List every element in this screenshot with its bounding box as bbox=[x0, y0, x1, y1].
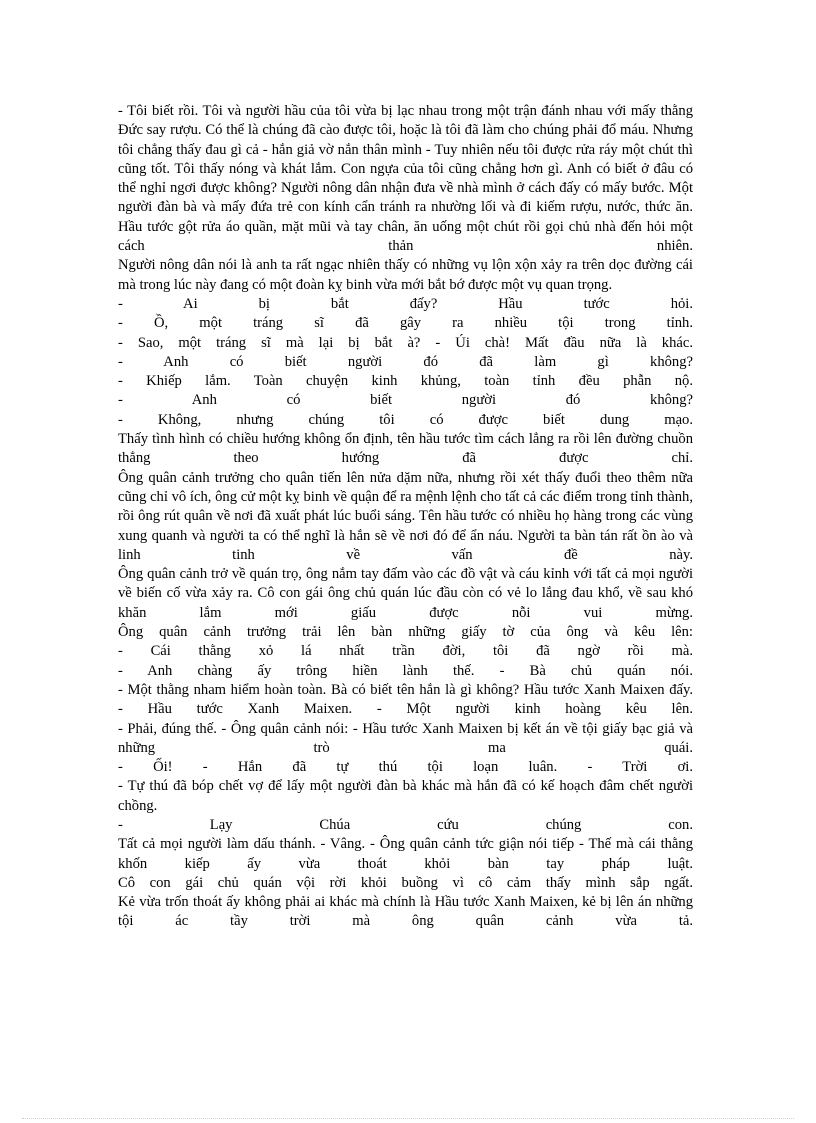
paragraph-20: - Tự thú đã bóp chết vợ để lấy một người đàn bà khác mà hắn đã có kế hoạch đâm chết người chồng. bbox=[118, 778, 693, 814]
paragraph-9: - Không, nhưng chúng tôi có được biết dung mạo. bbox=[118, 411, 693, 428]
paragraph-10: Thấy tình hình có chiều hướng không ổn định, tên hầu tước tìm cách lẳng ra rồi lên đường chuồn thẳng theo hướng đã được chỉ. bbox=[118, 431, 693, 467]
paragraph-24: Kẻ vừa trốn thoát ấy không phải ai khác mà chính là Hầu tước Xanh Maixen, kẻ bị lên án những tội ác tầy trời mà ông quân cảnh vừa tả. bbox=[118, 894, 693, 930]
paragraph-4: - Ồ, một tráng sĩ đã gây ra nhiều tội trong tỉnh. bbox=[118, 315, 693, 332]
paragraph-14: - Cái thằng xỏ lá nhất trần đời, tôi đã ngờ rồi mà. bbox=[118, 643, 693, 660]
paragraph-12: Ông quân cảnh trở về quán trọ, ông nắm tay đấm vào các đồ vật và cáu kỉnh với tất cả mọi người về biến cố vừa xảy ra. Cô con gái ông chủ quán lúc đầu còn có vẻ lo lắng đau khổ, về sau khó khăn lắm mới giấu được nỗi vui mừng. bbox=[118, 566, 693, 621]
paragraph-17: - Hầu tước Xanh Maixen. - Một người kinh hoàng kêu lên. bbox=[118, 701, 693, 718]
paragraph-21: - Lạy Chúa cứu chúng con. bbox=[118, 816, 693, 833]
page-bottom-rule bbox=[22, 1118, 794, 1119]
paragraph-1: - Tôi biết rồi. Tôi và người hầu của tôi vừa bị lạc nhau trong một trận đánh nhau với mấy thằng Đức say rượu. Có thể là chúng đã cào được tôi, hoặc là tôi đã làm cho chúng phải đổ máu. Nhưng tôi chẳng thấy đau gì cả - hắn giả vờ nắn thân mình - Tuy nhiên nếu tôi được rửa ráy một chút thì cũng tốt. Tôi thấy nóng và khát lắm. Con ngựa của tôi cũng chẳng hơn gì. Anh có biết ở đâu có thể nghỉ ngơi được không? Người nông dân nhận đưa về nhà mình ở cách đấy có mấy bước. Một người đàn bà và mấy đứa trẻ con kính cẩn tránh ra nhường lối và đi kiếm rượu, nước, thức ăn. Hầu tước gột rửa áo quần, mặt mũi và tay chân, ăn uống một chút rồi gọi chủ nhà đến hỏi một cách thản nhiên. bbox=[118, 103, 693, 255]
document-body bbox=[118, 102, 693, 932]
paragraph-18: - Phải, đúng thế. - Ông quân cảnh nói: - Hầu tước Xanh Maixen bị kết án về tội giấy bạc giả và những trò ma quái. bbox=[118, 720, 693, 756]
paragraph-19: - Ối! - Hắn đã tự thú tội loạn luân. - Trời ơi. bbox=[118, 759, 693, 776]
paragraph-11: Ông quân cảnh trưởng cho quân tiến lên nửa dặm nữa, nhưng rồi xét thấy đuổi theo thêm nữa cũng chỉ vô ích, ông cử một kỵ binh về quận để ra mệnh lệnh cho tất cả các điểm trong tỉnh thành, rồi ông rút quân về nơi đã xuất phát lúc buổi sáng. Tên hầu tước có nhiều họ hàng trong các vùng xung quanh và người ta có thể nghĩ là hắn sẽ về nơi đó để ẩn náu. Người ta bàn tán rất ồn ào và linh tinh về vấn đề này. bbox=[118, 469, 693, 563]
paragraph-5: - Sao, một tráng sĩ mà lại bị bắt à? - Úi chà! Mất đầu nữa là khác. bbox=[118, 334, 693, 351]
paragraph-8: - Anh có biết người đó không? bbox=[118, 392, 693, 409]
paragraph-7: - Khiếp lắm. Toàn chuyện kinh khủng, toàn tỉnh đều phẫn nộ. bbox=[118, 373, 693, 390]
paragraph-23: Cô con gái chủ quán vội rời khỏi buồng vì cô cảm thấy mình sắp ngất. bbox=[118, 874, 693, 891]
paragraph-6: - Anh có biết người đó đã làm gì không? bbox=[118, 353, 693, 370]
paragraph-22: Tất cả mọi người làm dấu thánh. - Vâng. - Ông quân cảnh tức giận nói tiếp - Thế mà cái thằng khốn kiếp ấy vừa thoát khỏi bàn tay pháp luật. bbox=[118, 836, 693, 872]
paragraph-2: Người nông dân nói là anh ta rất ngạc nhiên thấy có những vụ lộn xộn xảy ra trên dọc đường cái mà trong lúc này đang có một đoàn kỵ binh vừa mới bắt bớ được một vụ quan trọng. bbox=[118, 257, 693, 293]
paragraph-16: - Một thằng nham hiểm hoàn toàn. Bà có biết tên hắn là gì không? Hầu tước Xanh Maixen đấy. bbox=[118, 681, 693, 698]
paragraph-3: - Ai bị bắt đấy? Hầu tước hỏi. bbox=[118, 295, 693, 312]
paragraph-15: - Anh chàng ấy trông hiền lành thế. - Bà chủ quán nói. bbox=[118, 662, 693, 679]
paragraph-13: Ông quân cảnh trưởng trải lên bàn những giấy tờ của ông và kêu lên: bbox=[118, 624, 693, 641]
